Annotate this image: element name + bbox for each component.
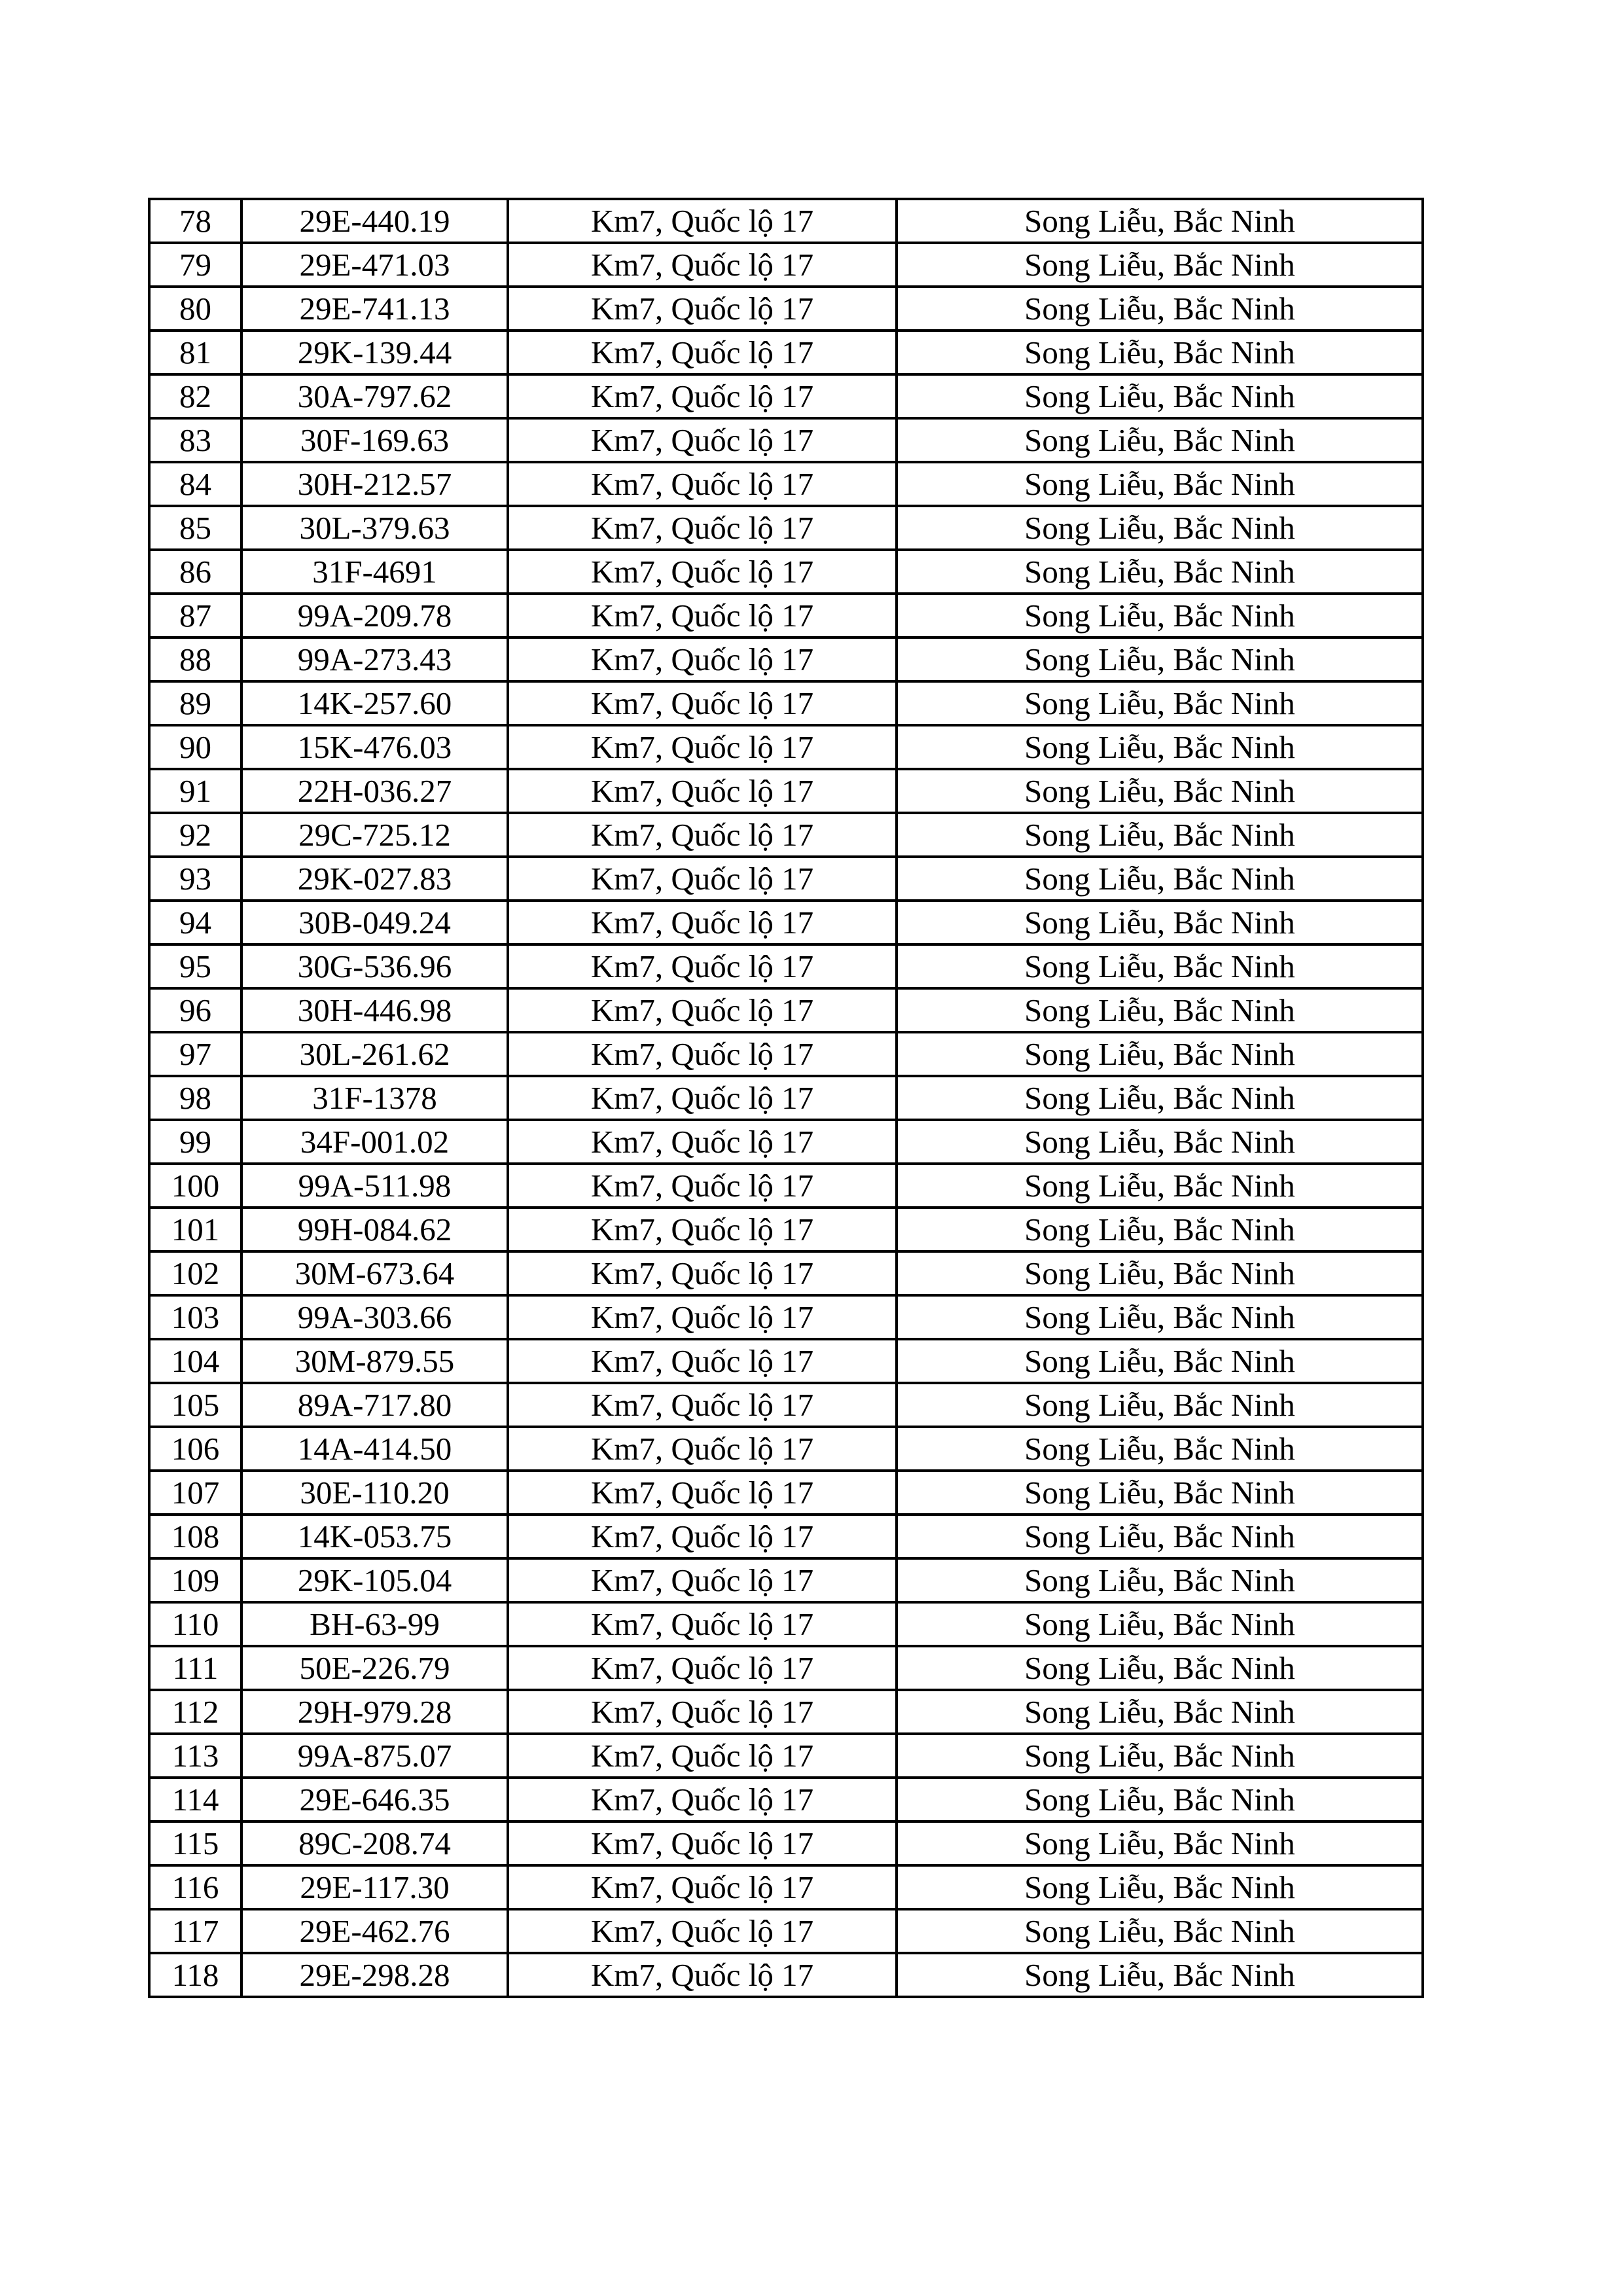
address-cell: Song Liễu, Bắc Ninh: [897, 901, 1423, 944]
address-cell: Song Liễu, Bắc Ninh: [897, 418, 1423, 462]
row-number-cell: 100: [149, 1164, 241, 1208]
vehicle-table: [148, 198, 1424, 1998]
row-number-cell: 95: [149, 944, 241, 988]
plate-number-cell: 29E-471.03: [241, 243, 508, 287]
plate-number-cell: 89A-717.80: [241, 1383, 508, 1427]
location-cell: Km7, Quốc lộ 17: [508, 1251, 897, 1295]
row-number-cell: 117: [149, 1909, 241, 1953]
table-row: [149, 1251, 1423, 1295]
table-row: [149, 857, 1423, 901]
address-cell: Song Liễu, Bắc Ninh: [897, 287, 1423, 331]
table-row: [149, 1164, 1423, 1208]
plate-number-cell: 30L-379.63: [241, 506, 508, 550]
table-row: [149, 1646, 1423, 1690]
address-cell: Song Liễu, Bắc Ninh: [897, 813, 1423, 857]
table-row: [149, 374, 1423, 418]
row-number-cell: 85: [149, 506, 241, 550]
row-number-cell: 94: [149, 901, 241, 944]
plate-number-cell: 29K-027.83: [241, 857, 508, 901]
location-cell: Km7, Quốc lộ 17: [508, 243, 897, 287]
table-row: [149, 1120, 1423, 1164]
address-cell: Song Liễu, Bắc Ninh: [897, 769, 1423, 813]
row-number-cell: 86: [149, 550, 241, 594]
table-row: [149, 813, 1423, 857]
plate-number-cell: 99A-209.78: [241, 594, 508, 637]
row-number-cell: 113: [149, 1734, 241, 1778]
plate-number-cell: 29K-139.44: [241, 331, 508, 374]
row-number-cell: 101: [149, 1208, 241, 1251]
address-cell: Song Liễu, Bắc Ninh: [897, 374, 1423, 418]
row-number-cell: 81: [149, 331, 241, 374]
address-cell: Song Liễu, Bắc Ninh: [897, 1164, 1423, 1208]
location-cell: Km7, Quốc lộ 17: [508, 331, 897, 374]
plate-number-cell: 99A-273.43: [241, 637, 508, 681]
location-cell: Km7, Quốc lộ 17: [508, 769, 897, 813]
row-number-cell: 80: [149, 287, 241, 331]
plate-number-cell: 30L-261.62: [241, 1032, 508, 1076]
row-number-cell: 104: [149, 1339, 241, 1383]
location-cell: Km7, Quốc lộ 17: [508, 1734, 897, 1778]
table-row: [149, 1953, 1423, 1997]
address-cell: Song Liễu, Bắc Ninh: [897, 681, 1423, 725]
location-cell: Km7, Quốc lộ 17: [508, 1515, 897, 1558]
row-number-cell: 78: [149, 199, 241, 243]
location-cell: Km7, Quốc lộ 17: [508, 1471, 897, 1515]
address-cell: Song Liễu, Bắc Ninh: [897, 243, 1423, 287]
table-row: [149, 506, 1423, 550]
address-cell: Song Liễu, Bắc Ninh: [897, 1778, 1423, 1821]
row-number-cell: 102: [149, 1251, 241, 1295]
address-cell: Song Liễu, Bắc Ninh: [897, 1427, 1423, 1471]
row-number-cell: 92: [149, 813, 241, 857]
plate-number-cell: 99H-084.62: [241, 1208, 508, 1251]
vehicle-table-body: [149, 199, 1423, 1997]
row-number-cell: 99: [149, 1120, 241, 1164]
location-cell: Km7, Quốc lộ 17: [508, 901, 897, 944]
table-row: [149, 1558, 1423, 1602]
address-cell: Song Liễu, Bắc Ninh: [897, 857, 1423, 901]
table-row: [149, 462, 1423, 506]
row-number-cell: 116: [149, 1865, 241, 1909]
plate-number-cell: 29E-646.35: [241, 1778, 508, 1821]
location-cell: Km7, Quốc lộ 17: [508, 944, 897, 988]
row-number-cell: 108: [149, 1515, 241, 1558]
address-cell: Song Liễu, Bắc Ninh: [897, 1953, 1423, 1997]
row-number-cell: 107: [149, 1471, 241, 1515]
location-cell: Km7, Quốc lộ 17: [508, 506, 897, 550]
location-cell: Km7, Quốc lộ 17: [508, 1953, 897, 1997]
location-cell: Km7, Quốc lộ 17: [508, 988, 897, 1032]
address-cell: Song Liễu, Bắc Ninh: [897, 1076, 1423, 1120]
row-number-cell: 110: [149, 1602, 241, 1646]
address-cell: Song Liễu, Bắc Ninh: [897, 1558, 1423, 1602]
plate-number-cell: 29C-725.12: [241, 813, 508, 857]
location-cell: Km7, Quốc lộ 17: [508, 725, 897, 769]
plate-number-cell: 14K-053.75: [241, 1515, 508, 1558]
plate-number-cell: 14K-257.60: [241, 681, 508, 725]
table-row: [149, 1778, 1423, 1821]
plate-number-cell: 29E-298.28: [241, 1953, 508, 1997]
table-row: [149, 287, 1423, 331]
location-cell: Km7, Quốc lộ 17: [508, 462, 897, 506]
address-cell: Song Liễu, Bắc Ninh: [897, 1602, 1423, 1646]
row-number-cell: 87: [149, 594, 241, 637]
plate-number-cell: 30B-049.24: [241, 901, 508, 944]
location-cell: Km7, Quốc lộ 17: [508, 1690, 897, 1734]
table-row: [149, 1602, 1423, 1646]
plate-number-cell: 31F-4691: [241, 550, 508, 594]
row-number-cell: 97: [149, 1032, 241, 1076]
plate-number-cell: 50E-226.79: [241, 1646, 508, 1690]
location-cell: Km7, Quốc lộ 17: [508, 1602, 897, 1646]
table-row: [149, 1032, 1423, 1076]
plate-number-cell: 99A-875.07: [241, 1734, 508, 1778]
plate-number-cell: 29E-462.76: [241, 1909, 508, 1953]
table-row: [149, 1471, 1423, 1515]
location-cell: Km7, Quốc lộ 17: [508, 1558, 897, 1602]
location-cell: Km7, Quốc lộ 17: [508, 1821, 897, 1865]
row-number-cell: 83: [149, 418, 241, 462]
location-cell: Km7, Quốc lộ 17: [508, 1778, 897, 1821]
location-cell: Km7, Quốc lộ 17: [508, 637, 897, 681]
row-number-cell: 111: [149, 1646, 241, 1690]
plate-number-cell: 30A-797.62: [241, 374, 508, 418]
plate-number-cell: 29K-105.04: [241, 1558, 508, 1602]
table-row: [149, 1515, 1423, 1558]
address-cell: Song Liễu, Bắc Ninh: [897, 988, 1423, 1032]
table-row: [149, 550, 1423, 594]
row-number-cell: 106: [149, 1427, 241, 1471]
plate-number-cell: 31F-1378: [241, 1076, 508, 1120]
table-row: [149, 1734, 1423, 1778]
location-cell: Km7, Quốc lộ 17: [508, 1909, 897, 1953]
location-cell: Km7, Quốc lộ 17: [508, 1865, 897, 1909]
row-number-cell: 103: [149, 1295, 241, 1339]
address-cell: Song Liễu, Bắc Ninh: [897, 1383, 1423, 1427]
plate-number-cell: 30M-879.55: [241, 1339, 508, 1383]
address-cell: Song Liễu, Bắc Ninh: [897, 594, 1423, 637]
plate-number-cell: 14A-414.50: [241, 1427, 508, 1471]
address-cell: Song Liễu, Bắc Ninh: [897, 199, 1423, 243]
table-row: [149, 681, 1423, 725]
table-row: [149, 418, 1423, 462]
plate-number-cell: 34F-001.02: [241, 1120, 508, 1164]
address-cell: Song Liễu, Bắc Ninh: [897, 506, 1423, 550]
row-number-cell: 90: [149, 725, 241, 769]
address-cell: Song Liễu, Bắc Ninh: [897, 1471, 1423, 1515]
row-number-cell: 109: [149, 1558, 241, 1602]
row-number-cell: 112: [149, 1690, 241, 1734]
plate-number-cell: 29E-741.13: [241, 287, 508, 331]
address-cell: Song Liễu, Bắc Ninh: [897, 725, 1423, 769]
address-cell: Song Liễu, Bắc Ninh: [897, 1821, 1423, 1865]
row-number-cell: 84: [149, 462, 241, 506]
row-number-cell: 118: [149, 1953, 241, 1997]
location-cell: Km7, Quốc lộ 17: [508, 1076, 897, 1120]
plate-number-cell: 30E-110.20: [241, 1471, 508, 1515]
table-row: [149, 1339, 1423, 1383]
location-cell: Km7, Quốc lộ 17: [508, 594, 897, 637]
address-cell: Song Liễu, Bắc Ninh: [897, 1251, 1423, 1295]
location-cell: Km7, Quốc lộ 17: [508, 1164, 897, 1208]
location-cell: Km7, Quốc lộ 17: [508, 1295, 897, 1339]
address-cell: Song Liễu, Bắc Ninh: [897, 637, 1423, 681]
location-cell: Km7, Quốc lộ 17: [508, 418, 897, 462]
plate-number-cell: 89C-208.74: [241, 1821, 508, 1865]
address-cell: Song Liễu, Bắc Ninh: [897, 944, 1423, 988]
location-cell: Km7, Quốc lộ 17: [508, 813, 897, 857]
plate-number-cell: 22H-036.27: [241, 769, 508, 813]
location-cell: Km7, Quốc lộ 17: [508, 1120, 897, 1164]
plate-number-cell: 30M-673.64: [241, 1251, 508, 1295]
row-number-cell: 96: [149, 988, 241, 1032]
address-cell: Song Liễu, Bắc Ninh: [897, 331, 1423, 374]
row-number-cell: 114: [149, 1778, 241, 1821]
plate-number-cell: BH-63-99: [241, 1602, 508, 1646]
location-cell: Km7, Quốc lộ 17: [508, 374, 897, 418]
table-row: [149, 1427, 1423, 1471]
plate-number-cell: 30G-536.96: [241, 944, 508, 988]
location-cell: Km7, Quốc lộ 17: [508, 199, 897, 243]
address-cell: Song Liễu, Bắc Ninh: [897, 1690, 1423, 1734]
plate-number-cell: 30F-169.63: [241, 418, 508, 462]
address-cell: Song Liễu, Bắc Ninh: [897, 1734, 1423, 1778]
address-cell: Song Liễu, Bắc Ninh: [897, 1865, 1423, 1909]
table-row: [149, 769, 1423, 813]
address-cell: Song Liễu, Bắc Ninh: [897, 1909, 1423, 1953]
table-row: [149, 901, 1423, 944]
address-cell: Song Liễu, Bắc Ninh: [897, 550, 1423, 594]
location-cell: Km7, Quốc lộ 17: [508, 1208, 897, 1251]
location-cell: Km7, Quốc lộ 17: [508, 1427, 897, 1471]
plate-number-cell: 15K-476.03: [241, 725, 508, 769]
table-row: [149, 1865, 1423, 1909]
plate-number-cell: 29E-440.19: [241, 199, 508, 243]
table-row: [149, 725, 1423, 769]
plate-number-cell: 30H-446.98: [241, 988, 508, 1032]
table-row: [149, 1690, 1423, 1734]
row-number-cell: 82: [149, 374, 241, 418]
location-cell: Km7, Quốc lộ 17: [508, 1339, 897, 1383]
address-cell: Song Liễu, Bắc Ninh: [897, 1208, 1423, 1251]
plate-number-cell: 29E-117.30: [241, 1865, 508, 1909]
address-cell: Song Liễu, Bắc Ninh: [897, 1646, 1423, 1690]
table-row: [149, 1909, 1423, 1953]
row-number-cell: 93: [149, 857, 241, 901]
location-cell: Km7, Quốc lộ 17: [508, 1032, 897, 1076]
row-number-cell: 91: [149, 769, 241, 813]
table-row: [149, 944, 1423, 988]
row-number-cell: 98: [149, 1076, 241, 1120]
table-row: [149, 594, 1423, 637]
table-row: [149, 988, 1423, 1032]
table-row: [149, 1295, 1423, 1339]
row-number-cell: 105: [149, 1383, 241, 1427]
table-row: [149, 243, 1423, 287]
address-cell: Song Liễu, Bắc Ninh: [897, 462, 1423, 506]
table-row: [149, 1383, 1423, 1427]
row-number-cell: 89: [149, 681, 241, 725]
address-cell: Song Liễu, Bắc Ninh: [897, 1339, 1423, 1383]
row-number-cell: 88: [149, 637, 241, 681]
table-row: [149, 1821, 1423, 1865]
row-number-cell: 79: [149, 243, 241, 287]
location-cell: Km7, Quốc lộ 17: [508, 857, 897, 901]
table-row: [149, 637, 1423, 681]
table-row: [149, 199, 1423, 243]
plate-number-cell: 30H-212.57: [241, 462, 508, 506]
plate-number-cell: 29H-979.28: [241, 1690, 508, 1734]
plate-number-cell: 99A-511.98: [241, 1164, 508, 1208]
table-row: [149, 331, 1423, 374]
address-cell: Song Liễu, Bắc Ninh: [897, 1515, 1423, 1558]
location-cell: Km7, Quốc lộ 17: [508, 1383, 897, 1427]
table-row: [149, 1208, 1423, 1251]
table-row: [149, 1076, 1423, 1120]
address-cell: Song Liễu, Bắc Ninh: [897, 1295, 1423, 1339]
address-cell: Song Liễu, Bắc Ninh: [897, 1120, 1423, 1164]
location-cell: Km7, Quốc lộ 17: [508, 681, 897, 725]
row-number-cell: 115: [149, 1821, 241, 1865]
location-cell: Km7, Quốc lộ 17: [508, 287, 897, 331]
location-cell: Km7, Quốc lộ 17: [508, 1646, 897, 1690]
location-cell: Km7, Quốc lộ 17: [508, 550, 897, 594]
plate-number-cell: 99A-303.66: [241, 1295, 508, 1339]
address-cell: Song Liễu, Bắc Ninh: [897, 1032, 1423, 1076]
